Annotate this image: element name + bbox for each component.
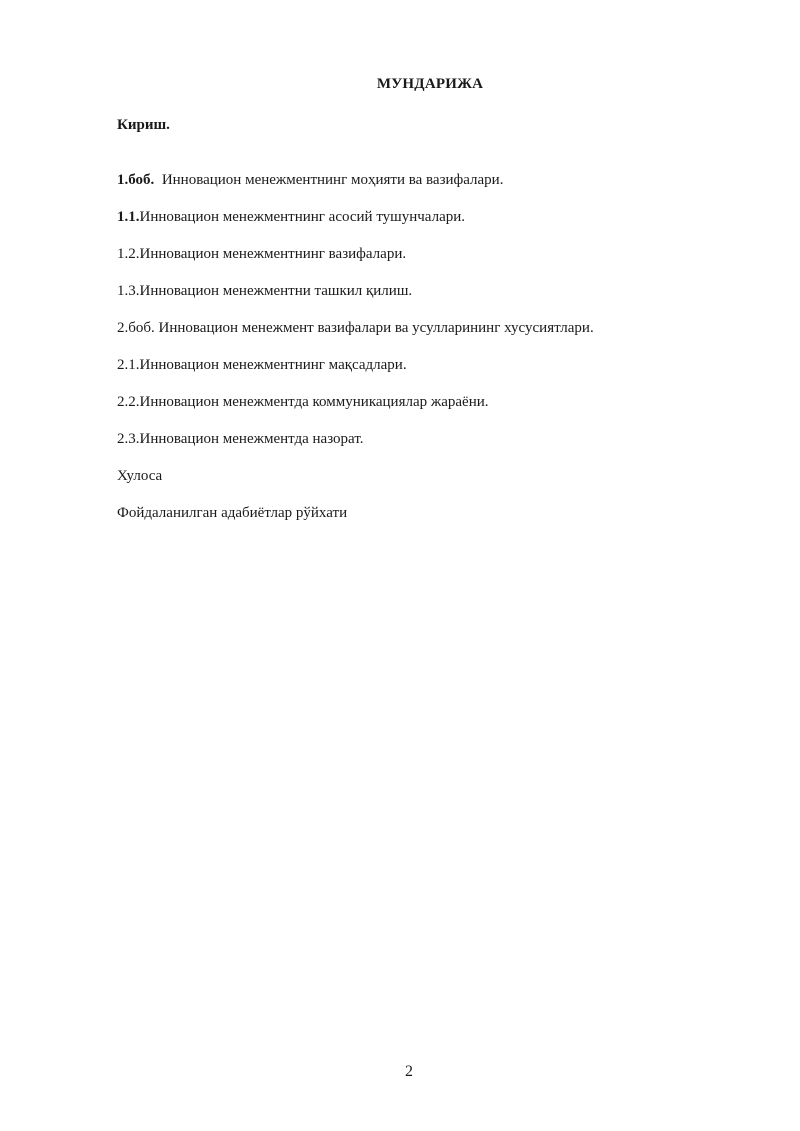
toc-intro-label: Кириш. <box>117 117 170 133</box>
toc-entry-chapter-2 <box>117 318 594 338</box>
toc-entry-text: 1.2.Инновацион менежментнинг вазифалари. <box>117 246 407 262</box>
toc-entry-1-2 <box>117 244 406 264</box>
toc-entry-1-3 <box>117 281 412 301</box>
toc-entry-2-1 <box>117 355 407 375</box>
toc-entry-text: 1.3.Инновацион менежментни ташкил қилиш. <box>117 283 413 299</box>
toc-entry-2-3 <box>117 429 364 449</box>
toc-entry-text: 2.3.Инновацион менежментда назорат. <box>117 431 364 447</box>
toc-entry-chapter-1 <box>117 170 503 190</box>
toc-intro <box>117 115 170 135</box>
toc-references <box>117 503 347 523</box>
toc-entry-2-2 <box>117 392 489 412</box>
page-title: МУНДАРИЖА <box>376 76 484 92</box>
toc-entry-text: 2.1.Инновацион менежментнинг мақсадлари. <box>117 357 407 373</box>
toc-conclusion <box>117 466 162 486</box>
toc-references-label: Фойдаланилган адабиётлар рўйхати <box>117 505 348 521</box>
toc-entry-1-1 <box>117 207 465 227</box>
toc-entry-text: Инновацион менежментнинг моҳияти ва вазифалари. <box>154 172 504 188</box>
toc-conclusion-label: Хулоса <box>117 468 163 484</box>
toc-entry-text: Инновацион менежментнинг асосий тушунчалари. <box>139 209 466 225</box>
toc-entry-text: 2.боб. Инновацион менежмент вазифалари ва усулларининг хусусиятлари. <box>117 320 594 336</box>
toc-entry-number: 1.боб. <box>117 172 155 188</box>
toc-entry-number: 1.1. <box>117 209 140 225</box>
page-number: 2 <box>405 1063 413 1080</box>
toc-entry-text: 2.2.Инновацион менежментда коммуникациялар жараёни. <box>117 394 489 410</box>
